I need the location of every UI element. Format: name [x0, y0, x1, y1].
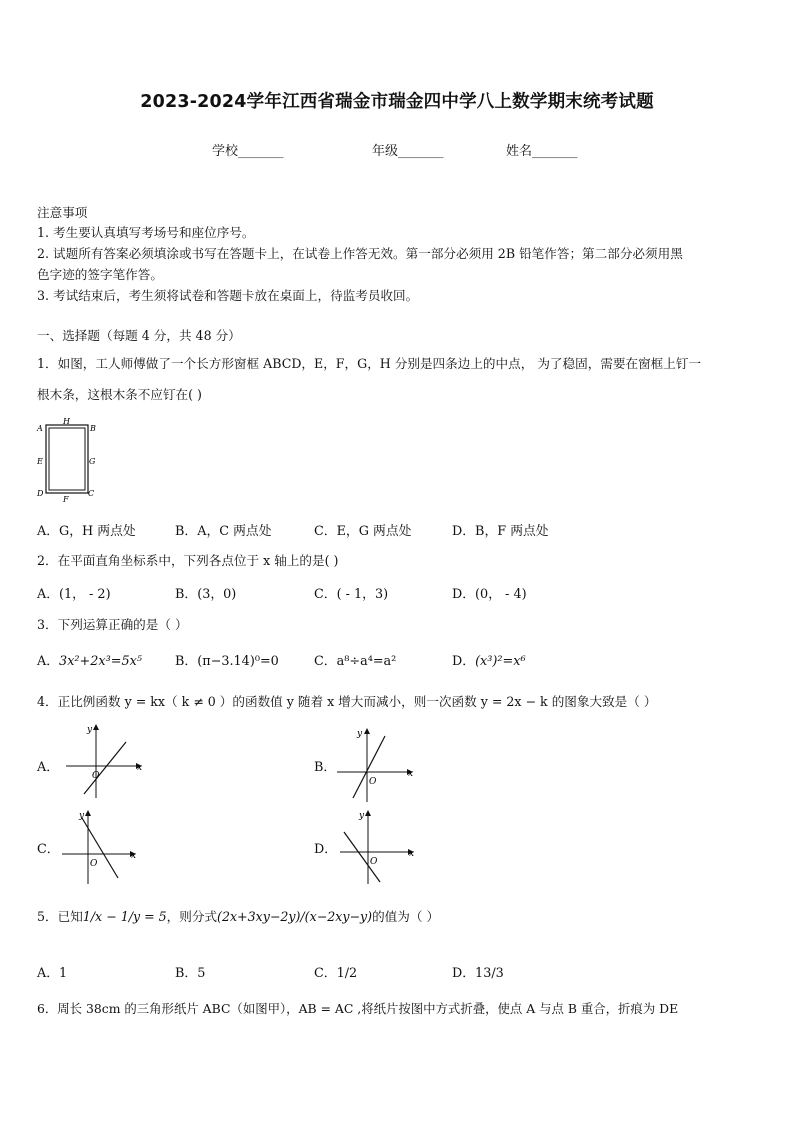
graph-line — [353, 736, 385, 798]
label-f: F — [63, 495, 69, 504]
q1-option-b: B．A，C 两点处 — [175, 524, 272, 539]
q2-stem: 2．在平面直角坐标系中，下列各点位于 x 轴上的是( ) — [37, 553, 339, 568]
q4-option-d: D． — [314, 842, 338, 857]
axis-y-label: y — [79, 811, 85, 821]
q3-option-c: C．a⁸÷a⁴=a² — [314, 654, 397, 669]
school-field: 学校_______ — [212, 144, 284, 159]
section-heading: 一、选择题（每题 4 分，共 48 分） — [37, 328, 241, 343]
q1-option-c: C．E，G 两点处 — [314, 524, 412, 539]
origin-label: O — [92, 771, 100, 781]
q5-suffix: 的值为（ ） — [372, 909, 440, 924]
q3-stem: 3．下列运算正确的是（ ） — [37, 617, 188, 632]
notes-heading: 注意事项 — [37, 205, 88, 220]
page-title: 2023-2024学年江西省瑞金市瑞金四中学八上数学期末统考试题 — [140, 92, 654, 112]
q3-option-a-letter: A． — [37, 654, 60, 669]
q3-option-a-expr: 3x²+2x³=5x⁵ — [59, 654, 142, 669]
q4-graph-c — [58, 808, 148, 886]
note-item: 色字迹的签字笔作答。 — [37, 267, 163, 282]
grade-field: 年级_______ — [372, 144, 444, 159]
label-e: E — [37, 457, 43, 466]
label-c: C — [88, 489, 95, 498]
q5-condition: 1/x − 1/y = 5 — [82, 909, 167, 924]
q5-expression: (2x+3xy−2y)/(x−2xy−y) — [217, 909, 373, 924]
note-item: 2. 试题所有答案必须填涂或书写在答题卡上，在试卷上作答无效。第一部分必须用 2B 铅笔作答；第二部分必须用黑 — [37, 246, 683, 261]
q5-option-b: B．5 — [175, 966, 206, 981]
q4-option-a: A． — [37, 760, 60, 775]
q3-option-d-expr: (x³)²=x⁶ — [475, 654, 526, 669]
q2-option-c: C．( - 1，3) — [314, 587, 389, 602]
q4-graph-a — [60, 724, 150, 800]
origin-label: O — [90, 859, 98, 869]
name-field: 姓名_______ — [506, 144, 578, 159]
origin-label: O — [369, 777, 377, 787]
q1-option-d: D．B，F 两点处 — [452, 524, 549, 539]
q5-option-a: A．1 — [37, 966, 68, 981]
q5-option-d: D．13/3 — [452, 966, 504, 981]
inner-frame — [49, 428, 85, 490]
label-a: A — [37, 424, 43, 433]
label-b: B — [90, 424, 96, 433]
axis-y-label: y — [359, 811, 365, 821]
q3-option-b-letter: B． — [175, 654, 198, 669]
q5-option-c: C．1/2 — [314, 966, 358, 981]
q3-option-b-expr: (π−3.14)⁰=0 — [197, 654, 279, 669]
q2-option-a: A．(1， - 2) — [37, 587, 111, 602]
axis-y-label: y — [357, 729, 363, 739]
q3-option-d — [452, 650, 526, 669]
label-g: G — [89, 457, 96, 466]
axis-x-label: x — [409, 849, 415, 859]
q3-option-d-letter: D． — [452, 654, 476, 669]
axis-x-label: x — [131, 851, 137, 861]
q6-stem: 6．周长 38cm 的三角形纸片 ABC（如图甲），AB = AC ,将纸片按图中方式折叠，使点 A 与点 B 重合，折痕为 DE — [37, 1001, 679, 1016]
q1-stem-line1: 1．如图，工人师傅做了一个长方形窗框 ABCD，E，F，G，H 分别是四条边上的中点， 为了稳固，需要在窗框上钉一 — [37, 356, 702, 371]
q1-stem-line2: 根木条，这根木条不应钉在( ) — [37, 387, 202, 402]
q4-option-b: B． — [314, 760, 337, 775]
q5-mid: ，则分式 — [166, 909, 218, 924]
q2-option-b: B．(3，0) — [175, 587, 237, 602]
note-item: 3. 考试结束后，考生须将试卷和答题卡放在桌面上，待监考员收回。 — [37, 288, 419, 303]
q4-graph-b — [333, 728, 423, 804]
q5-prefix: 5．已知 — [37, 909, 83, 924]
q4-option-c: C． — [37, 842, 60, 857]
outer-frame — [46, 425, 88, 493]
q1-option-a: A．G，H 两点处 — [37, 524, 136, 539]
axis-y-label: y — [87, 725, 93, 735]
graph-line — [82, 818, 118, 878]
q3-option-b — [175, 650, 279, 669]
q2-option-d: D．(0， - 4) — [452, 587, 527, 602]
q4-stem: 4．正比例函数 y = kx（ k ≠ 0 ）的函数值 y 随着 x 增大而减小，则一次函数 y = 2x − k 的图象大致是（ ） — [37, 694, 657, 709]
axis-x-label: x — [137, 763, 143, 773]
note-item: 1. 考生要认真填写考场号和座位序号。 — [37, 225, 255, 240]
origin-label: O — [370, 857, 378, 867]
graph-line — [84, 742, 126, 794]
axis-x-label: x — [408, 769, 414, 779]
q4-graph-d — [336, 808, 426, 886]
label-h: H — [63, 417, 70, 426]
label-d: D — [37, 489, 44, 498]
q5-stem — [37, 906, 439, 927]
q1-window-frame-figure — [34, 416, 104, 504]
q3-option-a — [37, 650, 142, 669]
